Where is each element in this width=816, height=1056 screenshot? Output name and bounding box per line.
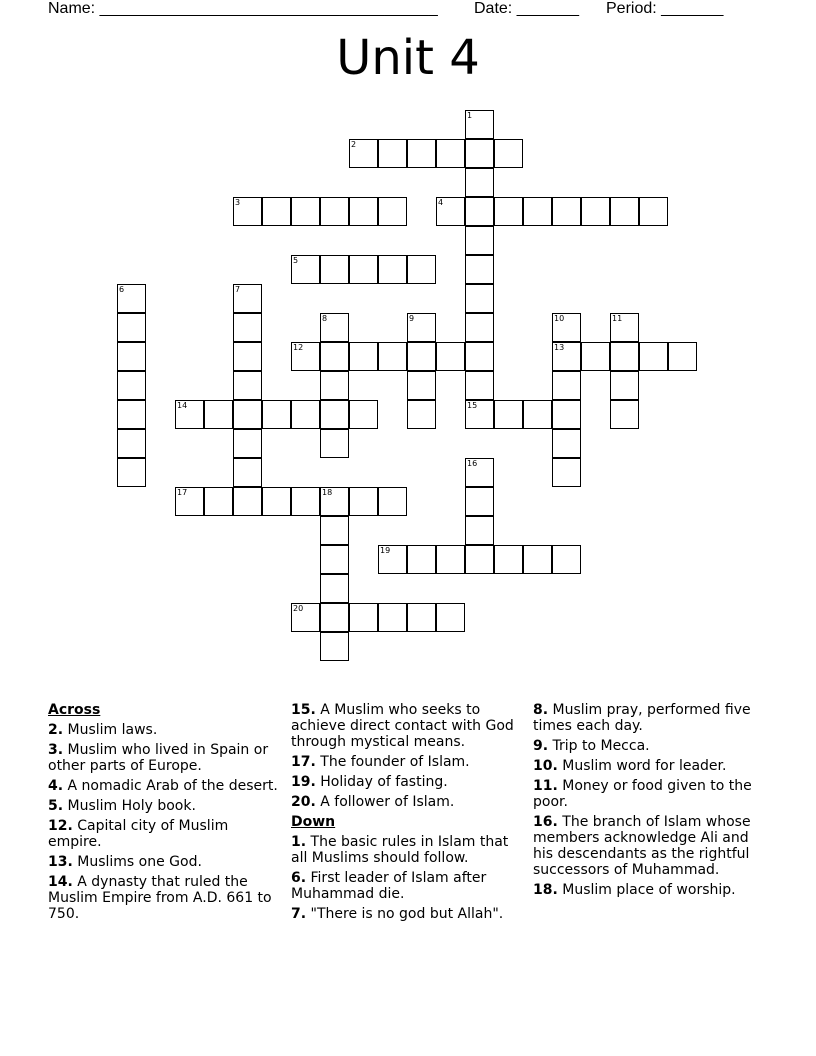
clues-column-3 (533, 702, 765, 902)
crossword-cell[interactable] (436, 139, 465, 168)
crossword-cell[interactable] (117, 429, 146, 458)
across-clue-list-continued (291, 702, 523, 810)
crossword-cell[interactable] (465, 487, 494, 516)
crossword-cell[interactable] (465, 226, 494, 255)
crossword-cell[interactable] (465, 342, 494, 371)
clue-text: The basic rules in Islam that all Muslims should follow. (291, 834, 509, 866)
crossword-cell[interactable] (117, 371, 146, 400)
crossword-cell[interactable] (407, 139, 436, 168)
across-clue (48, 778, 280, 794)
crossword-cell[interactable] (552, 458, 581, 487)
down-clue-list-continued (533, 702, 765, 898)
crossword-cell[interactable] (320, 545, 349, 574)
crossword-cell[interactable] (320, 516, 349, 545)
crossword-cell[interactable] (465, 284, 494, 313)
crossword-cell-12[interactable] (291, 342, 320, 371)
crossword-cell[interactable] (378, 139, 407, 168)
crossword-cell-3[interactable] (233, 197, 262, 226)
crossword-cell[interactable] (349, 342, 378, 371)
crossword-cell[interactable] (320, 371, 349, 400)
across-clue (291, 754, 523, 770)
down-clue (533, 702, 765, 734)
crossword-cell-19[interactable] (378, 545, 407, 574)
crossword-cell-10[interactable] (552, 313, 581, 342)
crossword-cell[interactable] (407, 545, 436, 574)
clue-number: 2. (48, 722, 64, 738)
across-clue (291, 794, 523, 810)
period-field-label: Period: _______ (606, 0, 724, 17)
clue-number: 1. (291, 834, 307, 850)
crossword-cell[interactable] (320, 400, 349, 429)
crossword-cell[interactable] (378, 255, 407, 284)
clue-number-label: 1 (467, 111, 473, 120)
clue-text: Muslim word for leader. (557, 758, 727, 774)
clue-text: Capital city of Muslim empire. (48, 818, 229, 850)
date-field-label: Date: _______ (474, 0, 579, 17)
crossword-cell[interactable] (378, 487, 407, 516)
down-clue (533, 758, 765, 774)
crossword-cell[interactable] (610, 371, 639, 400)
clue-number-label: 3 (235, 198, 241, 207)
clue-text: Muslims one God. (72, 854, 202, 870)
crossword-cell[interactable] (407, 342, 436, 371)
clue-text: Muslim pray, performed five times each day. (533, 702, 751, 734)
clue-text: A dynasty that ruled the Muslim Empire from A.D. 661 to 750. (48, 874, 272, 922)
crossword-cell[interactable] (494, 400, 523, 429)
clue-number-label: 19 (380, 546, 391, 555)
crossword-cell[interactable] (117, 313, 146, 342)
crossword-cell-18[interactable] (320, 487, 349, 516)
clue-number-label: 8 (322, 314, 328, 323)
across-clue (291, 774, 523, 790)
crossword-cell[interactable] (204, 487, 233, 516)
crossword-cell[interactable] (436, 342, 465, 371)
crossword-cell-20[interactable] (291, 603, 320, 632)
clue-number: 8. (533, 702, 549, 718)
clue-text: Muslim laws. (63, 722, 158, 738)
crossword-cell[interactable] (610, 342, 639, 371)
crossword-cell[interactable] (552, 371, 581, 400)
crossword-cell[interactable] (407, 603, 436, 632)
down-clue (533, 778, 765, 810)
clue-number-label: 16 (467, 459, 478, 468)
clue-number: 7. (291, 906, 307, 922)
crossword-cell[interactable] (494, 139, 523, 168)
across-clue (48, 742, 280, 774)
crossword-cell[interactable] (320, 574, 349, 603)
crossword-cell[interactable] (436, 545, 465, 574)
crossword-cell-6[interactable] (117, 284, 146, 313)
crossword-cell-14[interactable] (175, 400, 204, 429)
crossword-cell[interactable] (494, 545, 523, 574)
clue-number-label: 9 (409, 314, 415, 323)
crossword-cell[interactable] (465, 168, 494, 197)
crossword-cell[interactable] (320, 603, 349, 632)
crossword-cell[interactable] (581, 342, 610, 371)
crossword-cell[interactable] (639, 342, 668, 371)
crossword-cell[interactable] (465, 197, 494, 226)
crossword-cell[interactable] (233, 400, 262, 429)
clue-number: 12. (48, 818, 73, 834)
crossword-cell[interactable] (552, 400, 581, 429)
crossword-cell-16[interactable] (465, 458, 494, 487)
crossword-cell[interactable] (320, 197, 349, 226)
crossword-cell[interactable] (552, 545, 581, 574)
crossword-cell-7[interactable] (233, 284, 262, 313)
clue-number: 13. (48, 854, 73, 870)
crossword-cell[interactable] (320, 342, 349, 371)
crossword-cell[interactable] (320, 632, 349, 661)
crossword-cell-11[interactable] (610, 313, 639, 342)
crossword-cell-13[interactable] (552, 342, 581, 371)
crossword-cell[interactable] (668, 342, 697, 371)
clue-number: 17. (291, 754, 316, 770)
crossword-cell-8[interactable] (320, 313, 349, 342)
down-clue-list (291, 834, 523, 922)
crossword-cell[interactable] (407, 400, 436, 429)
across-clue (48, 798, 280, 814)
clues-column-1 (48, 702, 280, 926)
crossword-cell[interactable] (320, 429, 349, 458)
clue-number: 9. (533, 738, 549, 754)
clue-number: 18. (533, 882, 558, 898)
clue-text: Trip to Mecca. (548, 738, 650, 754)
down-clue (533, 738, 765, 754)
crossword-cell[interactable] (262, 487, 291, 516)
crossword-cell[interactable] (407, 255, 436, 284)
across-clue (291, 702, 523, 750)
clue-number-label: 6 (119, 285, 125, 294)
clue-number-label: 10 (554, 314, 565, 323)
crossword-cell[interactable] (523, 545, 552, 574)
clue-number: 5. (48, 798, 64, 814)
crossword-cell[interactable] (233, 487, 262, 516)
crossword-cell[interactable] (204, 400, 233, 429)
clue-number-label: 4 (438, 198, 444, 207)
clue-number: 10. (533, 758, 558, 774)
crossword-cell[interactable] (610, 400, 639, 429)
crossword-cell[interactable] (233, 342, 262, 371)
clue-number-label: 18 (322, 488, 333, 497)
clue-number: 16. (533, 814, 558, 830)
crossword-cell[interactable] (233, 313, 262, 342)
crossword-cell[interactable] (349, 255, 378, 284)
across-heading: Across (48, 702, 101, 718)
crossword-cell-4[interactable] (436, 197, 465, 226)
across-clue (48, 818, 280, 850)
crossword-cell[interactable] (233, 429, 262, 458)
crossword-cell[interactable] (581, 197, 610, 226)
across-clue-list (48, 722, 280, 922)
crossword-cell[interactable] (407, 371, 436, 400)
crossword-cell[interactable] (349, 400, 378, 429)
crossword-cell[interactable] (378, 197, 407, 226)
crossword-cell[interactable] (262, 400, 291, 429)
clue-number-label: 13 (554, 343, 565, 352)
clues-column-2 (291, 702, 523, 926)
crossword-cell[interactable] (465, 371, 494, 400)
clue-number: 11. (533, 778, 558, 794)
crossword-cell[interactable] (465, 313, 494, 342)
crossword-cell[interactable] (378, 603, 407, 632)
crossword-cell[interactable] (465, 545, 494, 574)
clue-number-label: 2 (351, 140, 357, 149)
down-clue (533, 814, 765, 878)
clue-number-label: 11 (612, 314, 623, 323)
clue-text: Money or food given to the poor. (533, 778, 752, 810)
crossword-cell[interactable] (233, 371, 262, 400)
across-clue (48, 854, 280, 870)
clue-number: 15. (291, 702, 316, 718)
crossword-cell-5[interactable] (291, 255, 320, 284)
clue-text: A nomadic Arab of the desert. (63, 778, 278, 794)
clue-number-label: 17 (177, 488, 188, 497)
name-field-label: Name: ______________________________________ (48, 0, 438, 17)
crossword-cell-9[interactable] (407, 313, 436, 342)
crossword-cell[interactable] (117, 342, 146, 371)
crossword-cell[interactable] (262, 197, 291, 226)
clue-number-label: 7 (235, 285, 241, 294)
crossword-cell[interactable] (610, 197, 639, 226)
clue-number-label: 15 (467, 401, 478, 410)
crossword-cell[interactable] (320, 255, 349, 284)
down-heading: Down (291, 814, 336, 830)
clue-text: First leader of Islam after Muhammad die. (291, 870, 487, 902)
clue-text: The branch of Islam whose members acknowledge Ali and his descendants as the rightful successors of Muhammad. (533, 814, 751, 878)
down-clue (291, 906, 523, 922)
crossword-cell[interactable] (291, 487, 320, 516)
clue-number-label: 14 (177, 401, 188, 410)
clue-number: 6. (291, 870, 307, 886)
crossword-cell[interactable] (349, 487, 378, 516)
clue-text: "There is no god but Allah". (306, 906, 504, 922)
crossword-cell[interactable] (523, 400, 552, 429)
clue-number: 20. (291, 794, 316, 810)
clue-text: The founder of Islam. (315, 754, 470, 770)
down-clue (291, 870, 523, 902)
down-clue (533, 882, 765, 898)
crossword-cell[interactable] (494, 197, 523, 226)
across-clue (48, 874, 280, 922)
crossword-cell[interactable] (233, 458, 262, 487)
crossword-cell[interactable] (552, 429, 581, 458)
clue-text: Muslim who lived in Spain or other parts of Europe. (48, 742, 269, 774)
crossword-cell[interactable] (291, 197, 320, 226)
crossword-cell-1[interactable] (465, 110, 494, 139)
clue-text: Muslim Holy book. (63, 798, 196, 814)
clue-text: Muslim place of worship. (557, 882, 736, 898)
clue-number: 3. (48, 742, 64, 758)
crossword-cell[interactable] (349, 197, 378, 226)
crossword-cell[interactable] (465, 516, 494, 545)
clue-text: A Muslim who seeks to achieve direct contact with God through mystical means. (291, 702, 514, 750)
clue-text: Holiday of fasting. (315, 774, 448, 790)
crossword-cell-17[interactable] (175, 487, 204, 516)
page-title: Unit 4 (336, 30, 480, 86)
crossword-cell[interactable] (436, 603, 465, 632)
clue-number: 19. (291, 774, 316, 790)
crossword-cell[interactable] (291, 400, 320, 429)
crossword-cell-2[interactable] (349, 139, 378, 168)
clue-number: 4. (48, 778, 64, 794)
crossword-cell[interactable] (117, 458, 146, 487)
clue-text: A follower of Islam. (315, 794, 455, 810)
crossword-cell[interactable] (639, 197, 668, 226)
crossword-cell[interactable] (552, 197, 581, 226)
crossword-cell-15[interactable] (465, 400, 494, 429)
crossword-cell[interactable] (523, 197, 552, 226)
clue-number: 14. (48, 874, 73, 890)
down-clue (291, 834, 523, 866)
across-clue (48, 722, 280, 738)
crossword-cell[interactable] (465, 139, 494, 168)
clue-number-label: 20 (293, 604, 304, 613)
clue-number-label: 5 (293, 256, 299, 265)
crossword-cell[interactable] (378, 342, 407, 371)
clue-number-label: 12 (293, 343, 304, 352)
crossword-cell[interactable] (349, 603, 378, 632)
crossword-cell[interactable] (465, 255, 494, 284)
crossword-cell[interactable] (117, 400, 146, 429)
